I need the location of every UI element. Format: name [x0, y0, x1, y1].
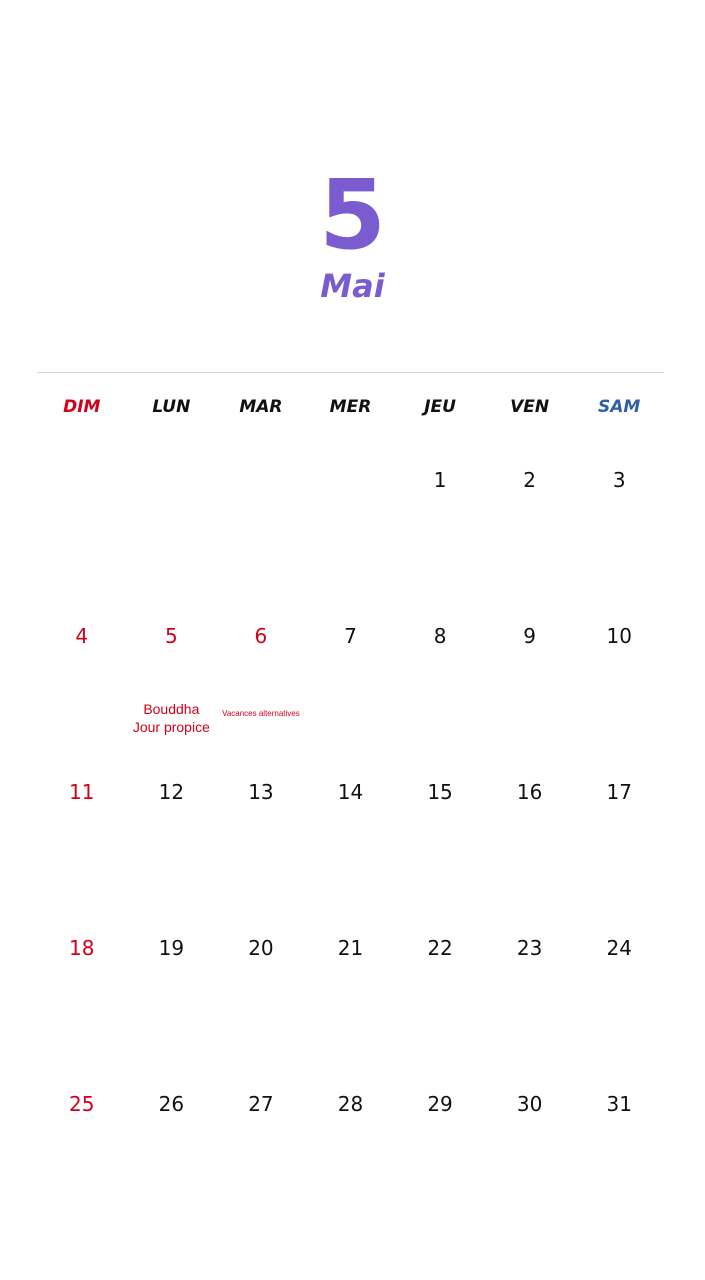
day-cell[interactable] — [216, 928, 306, 1084]
day-number: 17 — [606, 780, 632, 804]
day-cell[interactable] — [306, 616, 396, 772]
holiday-label: Jour propice — [132, 719, 210, 735]
empty-day-cell — [37, 460, 127, 616]
day-number: 16 — [516, 780, 543, 804]
day-cell[interactable] — [306, 928, 396, 1084]
day-number: 19 — [158, 936, 185, 960]
day-number: 20 — [248, 936, 274, 960]
empty-day-cell — [216, 460, 306, 616]
weekday-sun: DIM — [63, 397, 101, 417]
day-cell[interactable] — [127, 1084, 217, 1240]
empty-day-cell — [306, 460, 396, 616]
day-cell[interactable] — [127, 616, 217, 772]
day-number: 22 — [427, 936, 453, 960]
day-number: 25 — [69, 1092, 95, 1116]
day-number: 11 — [69, 780, 95, 804]
day-number: 13 — [248, 780, 274, 804]
day-number: 24 — [606, 936, 632, 960]
day-cell[interactable] — [216, 616, 306, 772]
day-cell[interactable] — [37, 772, 127, 928]
day-number: 28 — [337, 1092, 364, 1116]
day-cell[interactable] — [395, 1084, 485, 1240]
day-cell[interactable] — [485, 928, 575, 1084]
day-cell[interactable] — [395, 772, 485, 928]
day-cell[interactable] — [485, 616, 575, 772]
day-number: 18 — [69, 936, 95, 960]
month-number: 5 — [319, 159, 386, 271]
day-cell[interactable] — [574, 772, 664, 928]
day-cell[interactable] — [306, 772, 396, 928]
event-list — [121, 700, 223, 736]
day-cell[interactable] — [574, 616, 664, 772]
day-cell[interactable] — [485, 460, 575, 616]
weekday-wed: MER — [329, 397, 372, 417]
weekday-header-row — [37, 396, 664, 418]
day-cell[interactable] — [395, 616, 485, 772]
day-number: 4 — [75, 624, 89, 648]
empty-day-cell — [127, 460, 217, 616]
weekday-fri: VEN — [510, 397, 550, 417]
holiday-label: Bouddha — [143, 701, 200, 717]
day-number: 12 — [158, 780, 185, 804]
day-cell[interactable] — [574, 460, 664, 616]
weekday-tue: MAR — [239, 397, 283, 417]
day-number: 23 — [516, 936, 543, 960]
month-header — [0, 160, 705, 306]
day-cell[interactable] — [574, 1084, 664, 1240]
day-number: 30 — [516, 1092, 543, 1116]
day-cell[interactable] — [37, 928, 127, 1084]
day-number: 10 — [606, 624, 632, 648]
day-number: 1 — [433, 468, 447, 492]
day-cell[interactable] — [216, 772, 306, 928]
day-cell[interactable] — [485, 772, 575, 928]
weekday-mon: LUN — [152, 397, 191, 417]
event-list — [210, 708, 312, 720]
day-number: 3 — [612, 468, 626, 492]
day-cell[interactable] — [127, 928, 217, 1084]
day-cell[interactable] — [216, 1084, 306, 1240]
day-number: 26 — [158, 1092, 185, 1116]
day-number: 14 — [337, 780, 364, 804]
header-divider — [37, 372, 664, 373]
day-cell[interactable] — [574, 928, 664, 1084]
day-number: 9 — [523, 624, 536, 648]
day-number: 31 — [606, 1092, 632, 1116]
day-cell[interactable] — [485, 1084, 575, 1240]
day-number: 5 — [164, 624, 178, 648]
day-number: 6 — [254, 624, 268, 648]
holiday-label: Vacances alternatives — [222, 709, 300, 718]
day-number: 8 — [433, 624, 447, 648]
calendar-grid — [37, 460, 664, 1240]
day-number: 21 — [337, 936, 364, 960]
day-cell[interactable] — [306, 1084, 396, 1240]
day-number: 2 — [523, 468, 536, 492]
day-cell[interactable] — [127, 772, 217, 928]
day-number: 29 — [427, 1092, 453, 1116]
day-cell[interactable] — [395, 460, 485, 616]
weekday-thu: JEU — [424, 397, 456, 417]
month-name: Mai — [320, 267, 385, 305]
day-number: 15 — [427, 780, 453, 804]
day-number: 7 — [344, 624, 357, 648]
day-number: 27 — [248, 1092, 274, 1116]
day-cell[interactable] — [395, 928, 485, 1084]
weekday-sat: SAM — [598, 397, 641, 417]
day-cell[interactable] — [37, 1084, 127, 1240]
day-cell[interactable] — [37, 616, 127, 772]
